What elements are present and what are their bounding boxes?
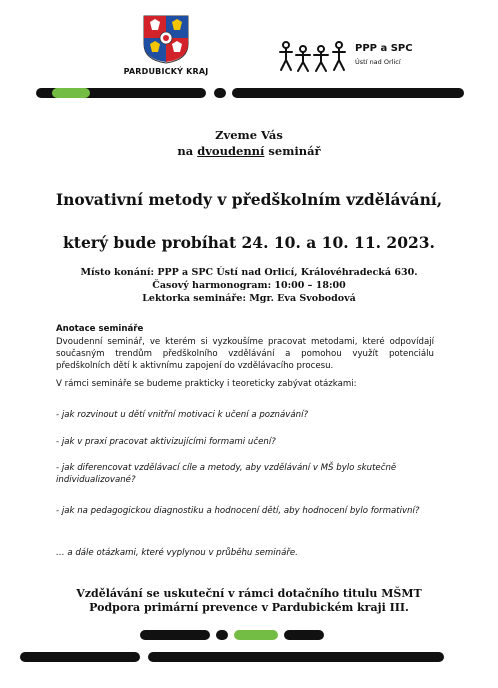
invite-line-1: Zveme Vás — [215, 128, 283, 142]
question-item: - jak v praxi pracovat aktivizujícími formami učení? — [56, 437, 276, 447]
invite-line-2: na dvoudenní seminář — [177, 144, 321, 158]
coat-of-arms-icon — [142, 14, 190, 64]
footer-line-1: Vzdělávání se uskuteční v rámci dotačního titulu MŠMT — [76, 587, 422, 600]
question-item: … a dále otázkami, které vyplynou v průběhu semináře. — [56, 548, 298, 558]
seminar-title: Inovativní metody v předškolním vzdělávání, — [55, 190, 443, 209]
bottom-decorative-band — [0, 628, 498, 642]
bottom-decorative-band-2 — [0, 650, 498, 664]
people-figures-icon — [278, 40, 348, 74]
schedule-info: Časový harmonogram: 10:00 – 18:00 — [152, 280, 346, 291]
annotation-heading: Anotace semináře — [56, 324, 144, 334]
ppp-spc-logo — [278, 40, 418, 74]
annotation-text-last: V rámci semináře se budeme prakticky i teoreticky zabývat otázkami: — [56, 379, 357, 389]
ppp-logo-subtitle: Ústí nad Orlicí — [355, 58, 401, 66]
invite-underlined-word: dvoudenní — [197, 144, 265, 158]
venue-info: Místo konání: PPP a SPC Ústí nad Orlicí, Královéhradecká 630. — [80, 267, 418, 278]
top-decorative-band — [0, 86, 498, 100]
lecturer-info: Lektorka semináře: Mgr. Eva Svobodová — [142, 293, 356, 304]
question-item: - jak rozvinout u dětí vnitřní motivaci k učení a poznávání? — [56, 410, 309, 420]
footer-line-2: Podpora primární prevence v Pardubickém kraji III. — [89, 601, 409, 614]
question-item: - jak diferencovat vzdělávací cíle a metody, aby vzdělávání v MŠ bylo skutečně individualizované? — [56, 463, 397, 485]
pardubicky-kraj-logo — [118, 14, 214, 84]
annotation-text: Dvoudenní seminář, ve kterém si vyzkoušíme pracovat metodami, které odpovídají současným trendům předškolního vzdělávání a pomohou využít potenciálu předškolních dětí k aktivnímu zapojení do vzdělávacího procesu. — [56, 337, 434, 371]
ppp-logo-title: PPP a SPC — [355, 43, 413, 54]
region-logo-label: PARDUBICKÝ KRAJ — [123, 67, 209, 76]
question-item: - jak na pedagogickou diagnostiku a hodnocení dětí, aby hodnocení bylo formativní? — [56, 506, 420, 516]
seminar-dates: který bude probíhat 24. 10. a 10. 11. 2023. — [63, 233, 435, 252]
